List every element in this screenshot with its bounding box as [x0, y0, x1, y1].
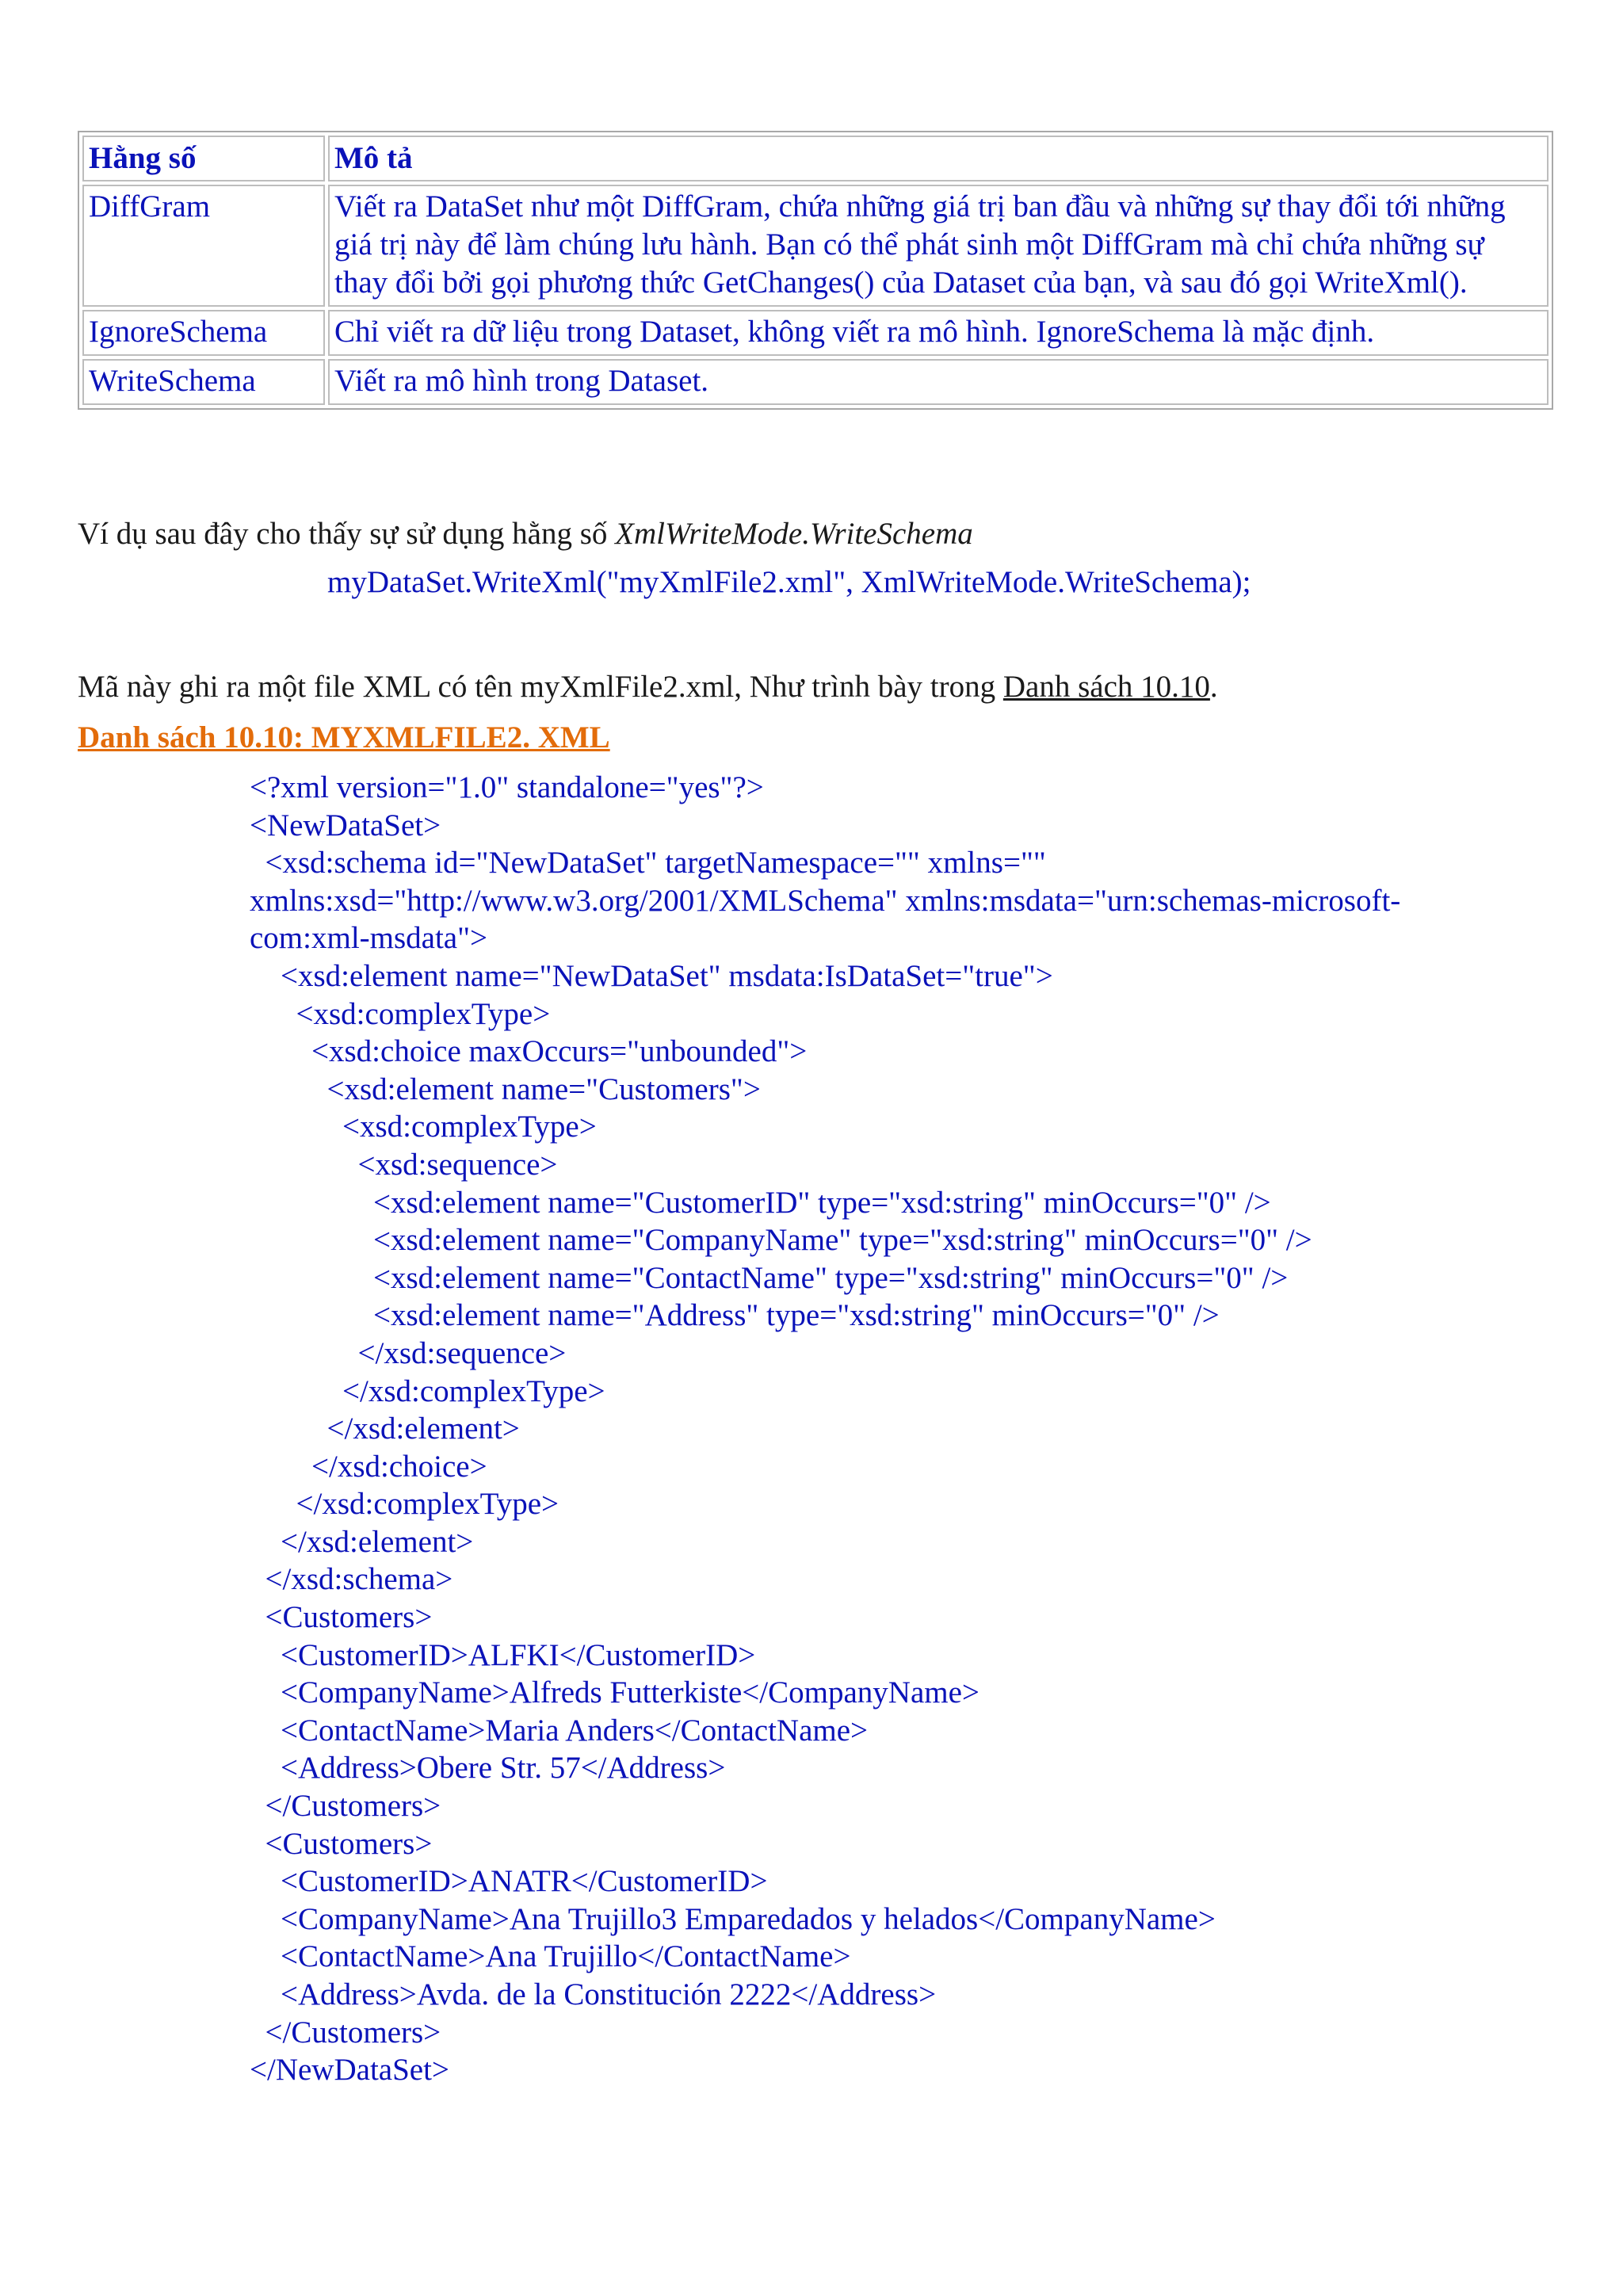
xml-code-line: </xsd:schema> — [250, 1562, 453, 1597]
xml-code-line: <xsd:element name="Address" type="xsd:string" minOccurs="0" /> — [250, 1298, 1220, 1333]
xml-code-line: </Customers> — [250, 2015, 441, 2050]
xml-code-line: <CustomerID>ANATR</CustomerID> — [250, 1864, 768, 1899]
xml-write-mode-table — [78, 131, 1553, 410]
xml-code-line: <xsd:element name="CompanyName" type="xsd:string" minOccurs="0" /> — [250, 1223, 1312, 1258]
xml-code-line: com:xml-msdata"> — [250, 921, 488, 956]
xml-code-line: <xsd:complexType> — [250, 1110, 597, 1144]
xml-code-line: <CompanyName>Alfreds Futterkiste</CompanyName> — [250, 1675, 980, 1710]
header-constant: Hằng số — [82, 136, 325, 181]
cell-constant: DiffGram — [82, 185, 325, 307]
xml-code-line: <CompanyName>Ana Trujillo3 Emparedados y helados</CompanyName> — [250, 1901, 1216, 1936]
table-row — [82, 310, 1549, 356]
cell-description: Viết ra mô hình trong Dataset. — [328, 359, 1549, 405]
result-sentence-text: Mã này ghi ra một file XML có tên myXmlFile2.xml, Như trình bày trong — [78, 670, 1003, 704]
xml-code-line: <xsd:schema id="NewDataSet" targetNamespace="" xmlns="" — [250, 846, 1046, 881]
table-header-row — [82, 136, 1549, 181]
xml-code-line: </xsd:sequence> — [250, 1335, 567, 1370]
result-sentence — [78, 668, 1218, 706]
xml-code-line: xmlns:xsd="http://www.w3.org/2001/XMLSchema" xmlns:msdata="urn:schemas-microsoft- — [250, 883, 1401, 918]
example-code: myDataSet.WriteXml("myXmlFile2.xml", XmlWriteMode.WriteSchema); — [327, 565, 1251, 599]
xml-code-line: <xsd:element name="NewDataSet" msdata:IsDataSet="true"> — [250, 958, 1053, 993]
cell-description: Chỉ viết ra dữ liệu trong Dataset, không viết ra mô hình. IgnoreSchema là mặc định. — [328, 310, 1549, 356]
xml-code-line: <xsd:element name="ContactName" type="xsd:string" minOccurs="0" /> — [250, 1260, 1289, 1295]
xml-code-line: <xsd:sequence> — [250, 1147, 558, 1182]
table-row — [82, 185, 1549, 307]
example-intro-emphasis: XmlWriteMode.WriteSchema — [615, 517, 973, 551]
example-intro-text: Ví dụ sau đây cho thấy sự sử dụng hằng số — [78, 517, 616, 551]
xml-code-line: <Address>Obere Str. 57</Address> — [250, 1751, 726, 1786]
cell-constant: WriteSchema — [82, 359, 325, 405]
xml-code-line: <ContactName>Maria Anders</ContactName> — [250, 1713, 869, 1748]
header-description: Mô tả — [328, 136, 1549, 181]
xml-code-line: <ContactName>Ana Trujillo</ContactName> — [250, 1939, 851, 1974]
listing-title[interactable]: Danh sách 10.10: MYXMLFILE2. XML — [78, 720, 610, 755]
xml-code-line: <CustomerID>ALFKI</CustomerID> — [250, 1637, 756, 1672]
table-row — [82, 359, 1549, 405]
xml-code-line: <xsd:element name="CustomerID" type="xsd:string" minOccurs="0" /> — [250, 1185, 1271, 1220]
xml-code-line: <NewDataSet> — [250, 808, 441, 842]
xml-code-line: </xsd:choice> — [250, 1449, 487, 1484]
cell-description: Viết ra DataSet như một DiffGram, chứa những giá trị ban đầu và những sự thay đổi tới những giá trị này để làm chúng lưu hành. Bạn có thể phát sinh một DiffGram mà chỉ chứa những sự thay đổi bởi gọi phương thức GetChanges() của Dataset của bạn, và sau đó gọi WriteXml(). — [328, 185, 1549, 307]
cell-constant: IgnoreSchema — [82, 310, 325, 356]
xml-code-line: </xsd:complexType> — [250, 1373, 605, 1408]
xml-code-line: <Customers> — [250, 1600, 433, 1635]
xml-code-line: <?xml version="1.0" standalone="yes"?> — [250, 770, 764, 804]
xml-code-line: <Address>Avda. de la Constitución 2222</Address> — [250, 1977, 937, 2011]
xml-code-line: </xsd:element> — [250, 1412, 520, 1446]
listing-reference-link[interactable]: Danh sách 10.10 — [1002, 670, 1210, 704]
xml-code-line: <Customers> — [250, 1826, 433, 1861]
example-intro — [78, 515, 973, 553]
xml-code-line: </NewDataSet> — [250, 2053, 449, 2088]
xml-code-line: <xsd:element name="Customers"> — [250, 1072, 761, 1106]
xml-code-line: <xsd:complexType> — [250, 996, 551, 1031]
xml-code-line: </xsd:complexType> — [250, 1487, 559, 1522]
xml-code-line: </Customers> — [250, 1789, 441, 1824]
xml-code-line: <xsd:choice maxOccurs="unbounded"> — [250, 1034, 808, 1069]
result-sentence-end: . — [1209, 670, 1218, 704]
xml-code-line: </xsd:element> — [250, 1524, 474, 1559]
xml-listing — [250, 769, 1549, 2089]
